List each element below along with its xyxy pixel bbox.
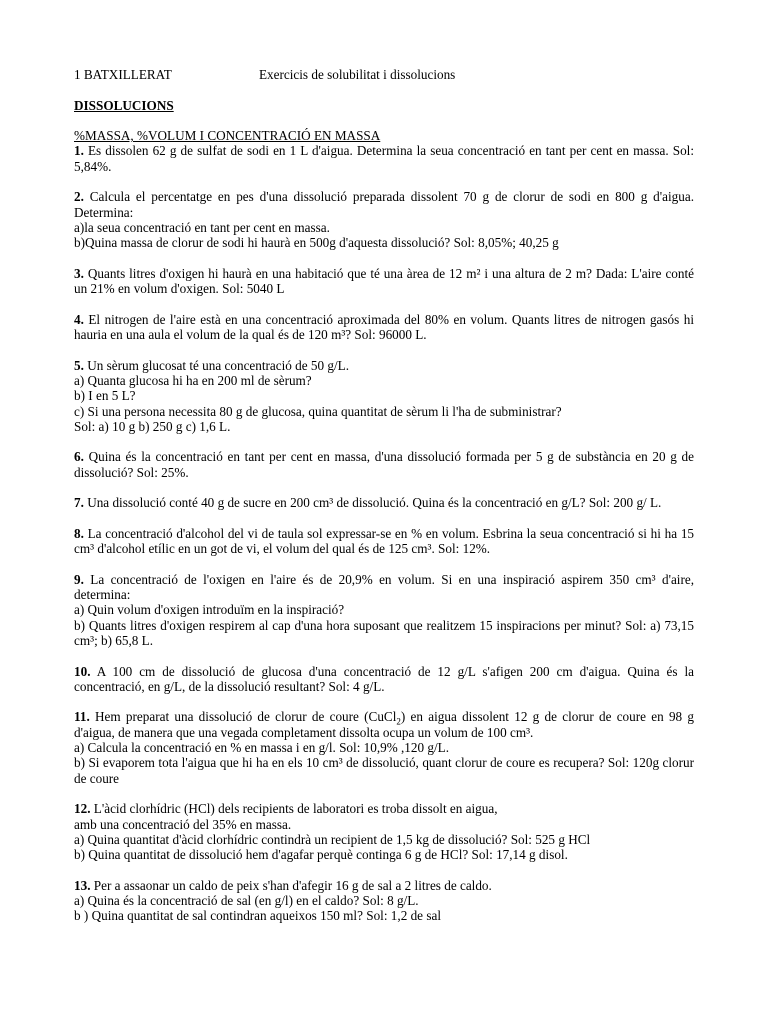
- exercise-5: [74, 358, 694, 434]
- subscript: 2: [396, 717, 401, 728]
- document-title: Exercicis de solubilitat i dissolucions: [259, 67, 456, 82]
- exercise-text: Es dissolen 62 g de sulfat de sodi en 1 L d'aigua. Determina la seua concentració en tant per cent en massa. Sol: 5,84%.: [74, 143, 694, 174]
- exercise-number: 12.: [74, 801, 91, 817]
- exercise-subitem: b) Si evaporem tota l'aigua que hi ha en els 10 cm³ de dissolució, quant clorur de coure es recupera? Sol: 120g clorur de coure: [74, 755, 694, 786]
- exercise-4: [74, 312, 694, 343]
- exercise-number: 10.: [74, 663, 91, 679]
- exercise-11: [74, 709, 694, 785]
- exercise-10: [74, 664, 694, 695]
- exercise-subitem: a) Quina quantitat d'àcid clorhídric contindrà un recipient de 1,5 kg de dissolució? Sol: 525 g HCl: [74, 831, 591, 847]
- exercise-number: 9.: [74, 571, 84, 587]
- exercise-7: [74, 495, 694, 510]
- exercise-number: 11.: [74, 709, 90, 725]
- exercise-subitem: b) Quina quantitat de dissolució hem d'agafar perquè continga 6 g de HCl? Sol: 17,14 g disol.: [74, 847, 568, 863]
- exercise-number: 2.: [74, 189, 84, 205]
- exercise-text: Quina és la concentració en tant per cent en massa, d'una dissolució formada per 5 g de substància en 20 g de dissolució? Sol: 25%.: [74, 449, 695, 480]
- exercise-text-end: ) en aigua dissolent 12 g de clorur de coure en 98 g d'aigua, de manera que una vegada completament dissolta ocupa un volum de 100 cm³.: [74, 709, 694, 740]
- exercise-text: La concentració d'alcohol del vi de taula sol expressar-se en % en volum. Esbrina la seua concentració si hi ha 15 cm³ d'alcohol etílic en un got de vi, el volum del qual és de 125 cm³. Sol: 12%.: [74, 525, 695, 557]
- exercise-number: 6.: [74, 449, 84, 465]
- exercise-number: 1.: [74, 143, 84, 159]
- exercise-number: 7.: [74, 495, 84, 511]
- exercise-text: El nitrogen de l'aire està en una concentració aproximada del 80% en volum. Quants litres de nitrogen gasós hi hauria en una aula el volum de la qual és de 120 m³? Sol: 96000 L.: [74, 311, 694, 343]
- exercise-text: Calcula el percentatge en pes d'una dissolució preparada dissolent 70 g de clorur de sodi en 800 g d'aigua. Determina:: [74, 189, 695, 220]
- subsection-title: %MASSA, %VOLUM I CONCENTRACIÓ EN MASSA: [74, 128, 381, 144]
- exercise-number: 4.: [74, 311, 84, 327]
- exercise-subitem: a) Quina és la concentració de sal (en g/l) en el caldo? Sol: 8 g/L.: [74, 893, 419, 909]
- exercise-subitem: c) Si una persona necessita 80 g de glucosa, quina quantitat de sèrum li l'ha de subministrar?: [74, 403, 562, 419]
- exercise-12: [74, 801, 694, 862]
- exercise-subitem: a) Quin volum d'oxigen introduïm en la inspiració?: [74, 602, 345, 618]
- exercise-number: 3.: [74, 265, 84, 281]
- exercise-text: La concentració de l'oxigen en l'aire és de 20,9% en volum. Si en una inspiració aspirem 350 cm³ d'aire, determina:: [74, 571, 695, 603]
- exercise-13: [74, 878, 694, 924]
- exercise-6: [74, 449, 694, 480]
- exercise-subitem: b) Quants litres d'oxigen respirem al cap d'una hora suposant que realitzem 15 inspiracions per minut? Sol: a) 73,15 cm³; b) 65,8 L.: [74, 617, 694, 648]
- exercise-text-continued: amb una concentració del 35% en massa.: [74, 816, 292, 832]
- exercise-text-start: Hem preparat una dissolució de clorur de coure (CuCl: [95, 709, 397, 725]
- exercise-subitem: a) Calcula la concentració en % en massa i en g/l. Sol: 10,9% ,120 g/L.: [74, 740, 450, 756]
- exercise-8: [74, 526, 694, 557]
- exercise-subitem: a) Quanta glucosa hi ha en 200 ml de sèrum?: [74, 372, 312, 388]
- exercise-text: Un sèrum glucosat té una concentració de 50 g/L.: [87, 357, 350, 373]
- document-header: [74, 67, 694, 82]
- exercise-2: [74, 189, 694, 250]
- document-page: [74, 67, 694, 924]
- exercise-number: 5.: [74, 357, 84, 373]
- exercise-text: L'àcid clorhídric (HCl) dels recipients de laboratori es troba dissolt en aigua,: [93, 801, 498, 817]
- exercise-subitem: b ) Quina quantitat de sal contindran aqueixos 150 ml? Sol: 1,2 de sal: [74, 908, 441, 924]
- exercise-3: [74, 266, 694, 297]
- exercise-9: [74, 572, 694, 648]
- course-label: 1 BATXILLERAT: [74, 67, 172, 82]
- exercise-1: [74, 143, 694, 174]
- exercise-number: 13.: [74, 877, 91, 893]
- exercise-subitem: a)la seua concentració en tant per cent en massa.: [74, 219, 330, 235]
- exercise-text: A 100 cm de dissolució de glucosa d'una concentració de 12 g/L s'afigen 200 cm d'aigua. Quina és la concentració, en g/L, de la dissolució resultant? Sol: 4 g/L.: [74, 663, 694, 694]
- exercise-text: Quants litres d'oxigen hi haurà en una habitació que té una àrea de 12 m² i una altura de 2 m? Dada: L'aire conté un 21% en volum d'oxigen. Sol: 5040 L: [74, 265, 695, 297]
- exercise-number: 8.: [74, 525, 84, 541]
- exercise-text: Una dissolució conté 40 g de sucre en 200 cm³ de dissolució. Quina és la concentració en g/L? Sol: 200 g/ L.: [87, 495, 662, 511]
- exercise-text: Per a assaonar un caldo de peix s'han d'afegir 16 g de sal a 2 litres de caldo.: [93, 877, 492, 893]
- section-title: DISSOLUCIONS: [74, 97, 174, 113]
- exercise-solution: Sol: a) 10 g b) 250 g c) 1,6 L.: [74, 418, 231, 434]
- exercise-subitem: b) I en 5 L?: [74, 388, 136, 404]
- exercise-subitem: b)Quina massa de clorur de sodi hi haurà en 500g d'aquesta dissolució? Sol: 8,05%; 40,25 g: [74, 235, 559, 251]
